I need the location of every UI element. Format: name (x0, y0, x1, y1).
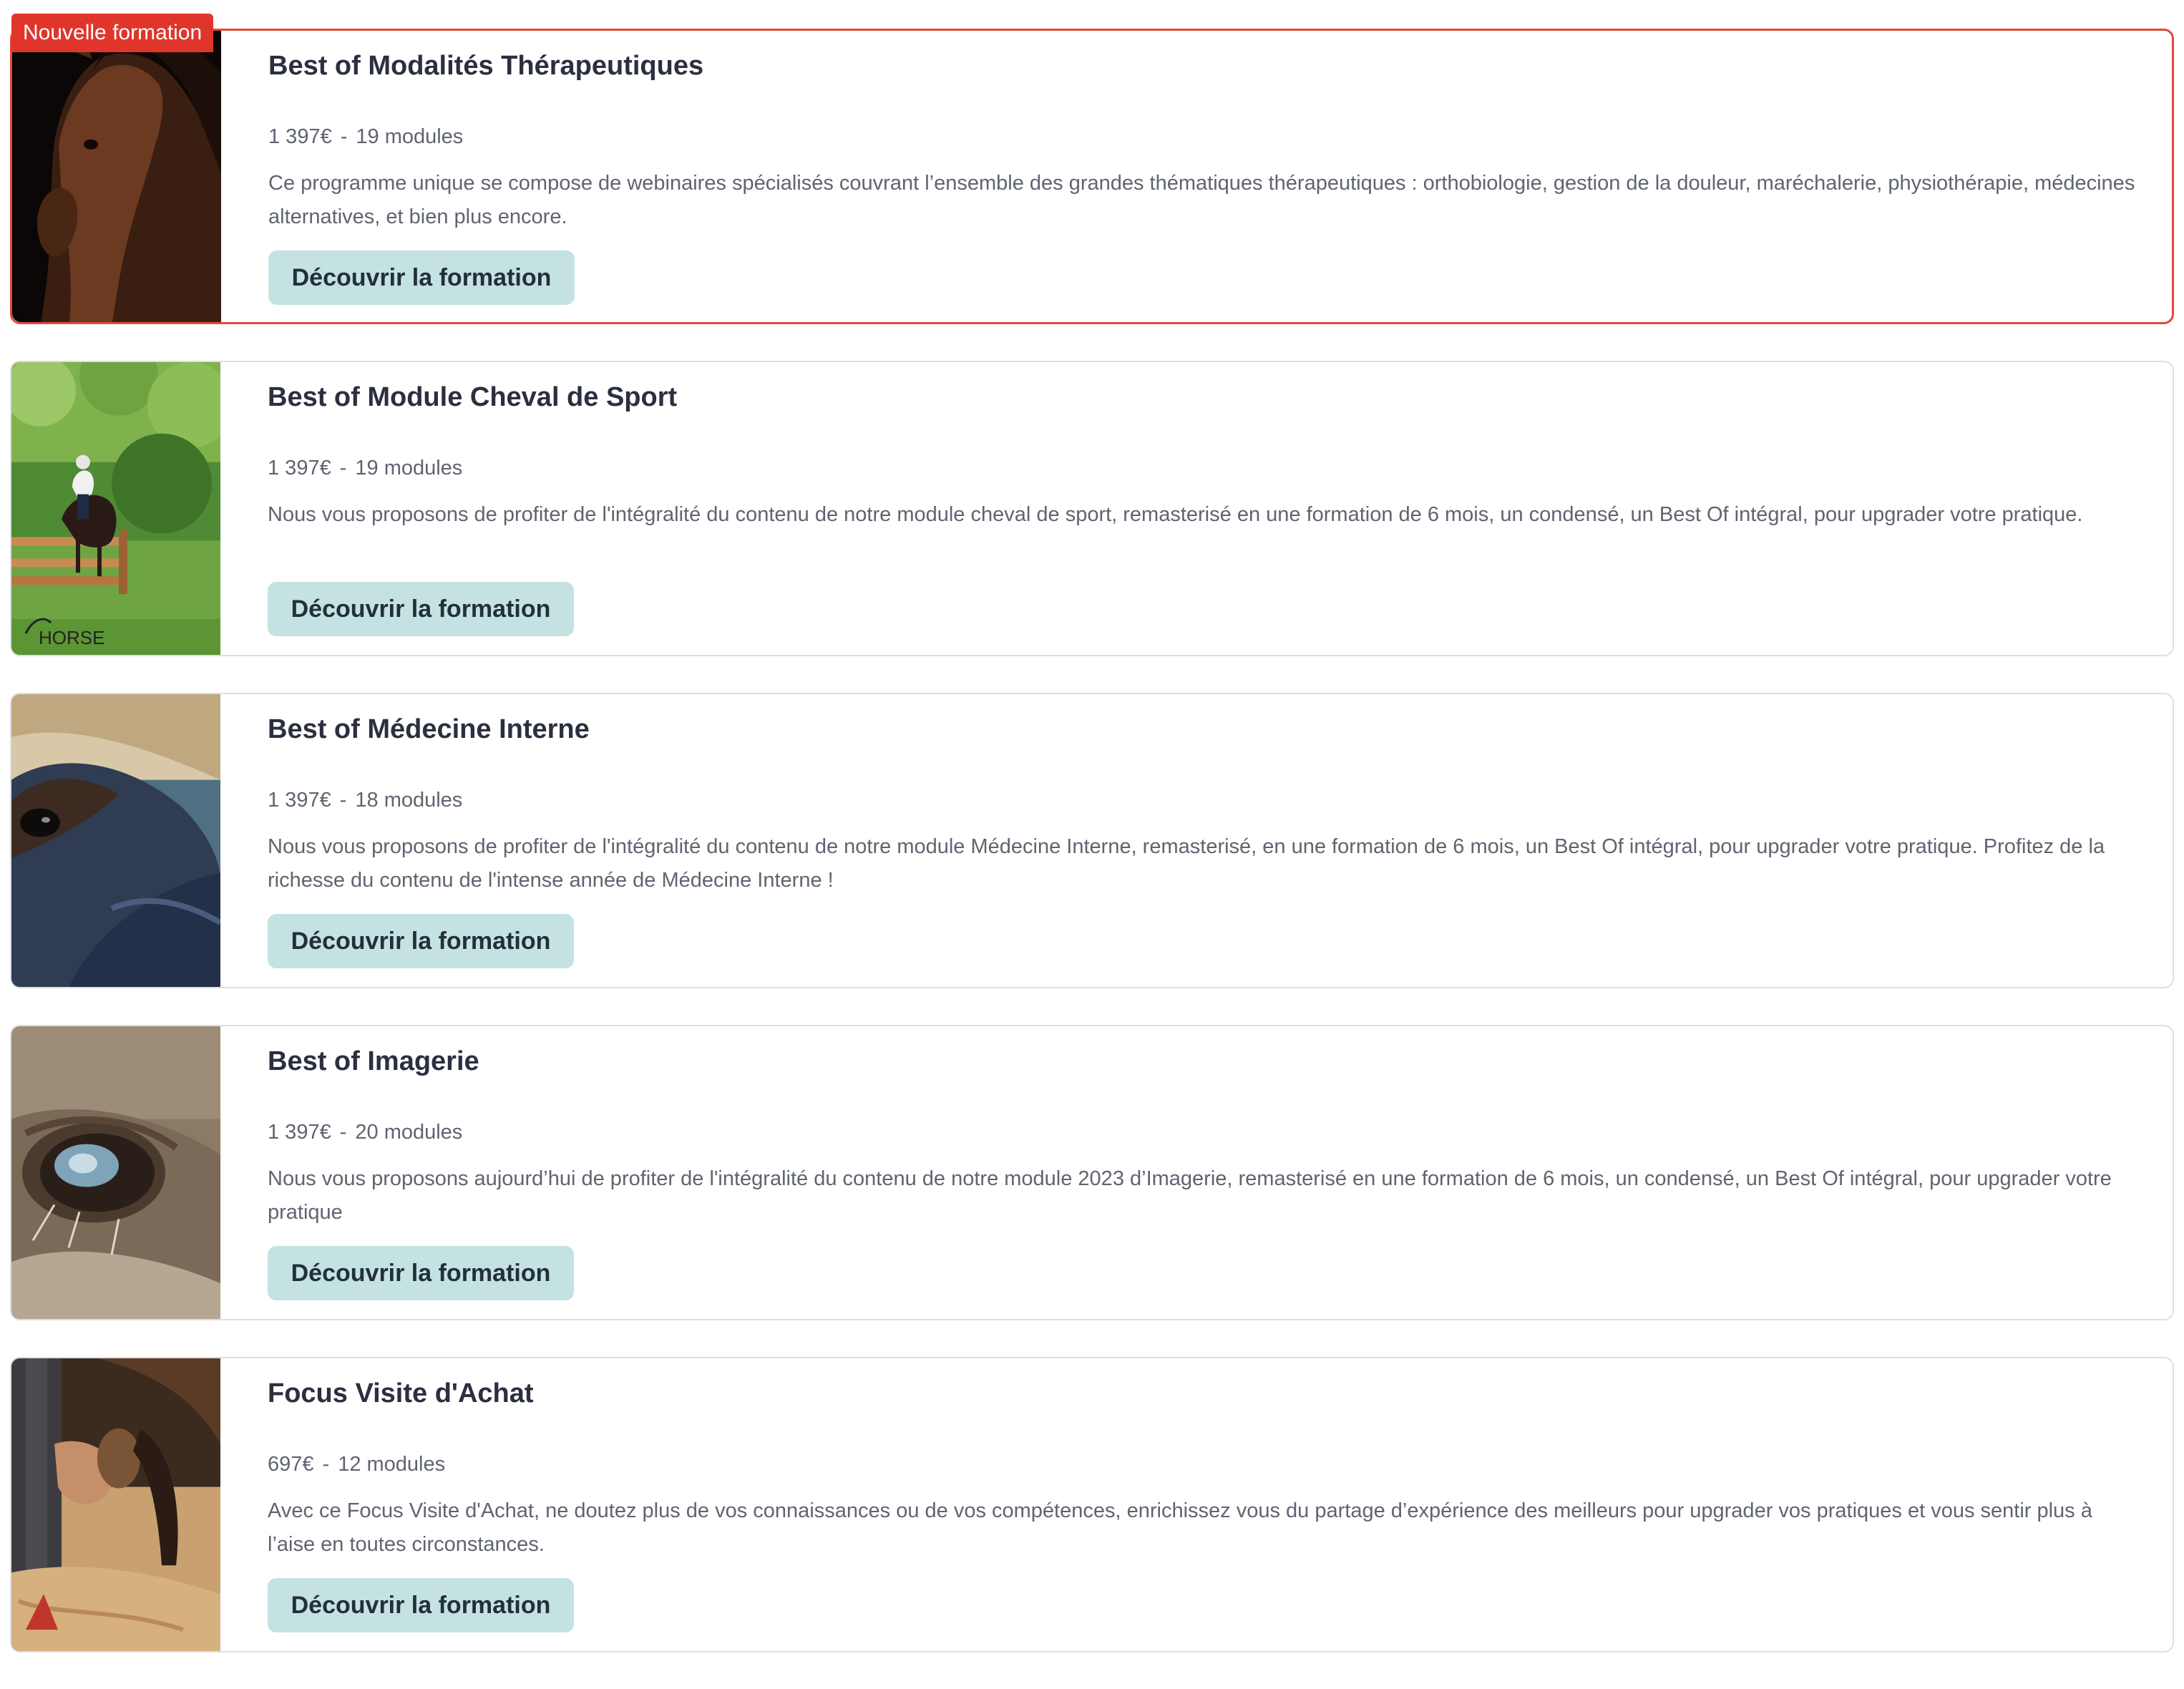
course-meta (268, 125, 463, 149)
course-price: 697€ (268, 1453, 314, 1476)
course-thumbnail-show-jumping[interactable] (11, 362, 220, 655)
course-description: Nous vous proposons aujourd’hui de profiter de l'intégralité du contenu de notre module 2023 d’Imagerie, remasterisé en une formation de 6 mois, un condensé, un Best Of intégral, pour upgrader votre pratique (268, 1167, 2112, 1224)
course-price: 1 397€ (268, 457, 331, 480)
meta-separator: - (339, 1121, 347, 1144)
course-module-count: 12 modules (338, 1453, 446, 1476)
course-thumbnail-horse-eye[interactable] (11, 694, 220, 987)
meta-separator: - (340, 125, 348, 148)
course-description: Ce programme unique se compose de webinaires spécialisés couvrant l’ensemble des grandes thématiques thérapeutiques : orthobiologie, gestion de la douleur, maréchalerie, physiothérapie, médecines alternatives, et bien plus encore. (268, 172, 2135, 228)
svg-text:HORSE: HORSE (38, 627, 105, 649)
course-list (10, 21, 2174, 1689)
course-title[interactable]: Best of Modalités Thérapeutiques (268, 51, 704, 81)
discover-course-button[interactable]: Découvrir la formation (268, 1246, 574, 1300)
new-course-badge: Nouvelle formation (11, 14, 213, 52)
course-price: 1 397€ (268, 125, 332, 148)
course-module-count: 19 modules (355, 457, 463, 480)
discover-course-button[interactable]: Découvrir la formation (268, 250, 575, 305)
course-description: Nous vous proposons de profiter de l'intégralité du contenu de notre module cheval de sport, remasterisé en une formation de 6 mois, un condensé, un Best Of intégral, pour upgrader votre pratique. (268, 503, 2083, 526)
course-title[interactable]: Best of Module Cheval de Sport (268, 382, 678, 412)
course-title[interactable]: Focus Visite d'Achat (268, 1378, 534, 1408)
course-title[interactable]: Best of Imagerie (268, 1046, 479, 1076)
meta-separator: - (322, 1453, 330, 1476)
course-module-count: 20 modules (355, 1121, 463, 1144)
course-meta (268, 457, 462, 480)
course-card[interactable] (10, 361, 2174, 656)
course-meta (268, 789, 462, 812)
meta-separator: - (339, 789, 347, 812)
course-title[interactable]: Best of Médecine Interne (268, 714, 590, 744)
course-module-count: 19 modules (356, 125, 464, 148)
meta-separator: - (339, 457, 347, 480)
course-module-count: 18 modules (355, 789, 463, 812)
course-meta (268, 1121, 462, 1144)
discover-course-button[interactable]: Découvrir la formation (268, 914, 574, 968)
course-thumbnail-horse-eye-macro[interactable] (11, 1026, 220, 1319)
course-card[interactable] (10, 1357, 2174, 1653)
course-card[interactable] (10, 693, 2174, 988)
course-thumbnail-hoof-exam[interactable] (11, 1358, 220, 1651)
course-price: 1 397€ (268, 789, 331, 812)
discover-course-button[interactable]: Découvrir la formation (268, 1578, 574, 1632)
course-thumbnail-horse-portrait[interactable] (12, 31, 221, 322)
course-price: 1 397€ (268, 1121, 331, 1144)
discover-course-button[interactable]: Découvrir la formation (268, 582, 574, 636)
course-meta (268, 1453, 445, 1476)
course-description: Avec ce Focus Visite d'Achat, ne doutez plus de vos connaissances ou de vos compétences, enrichissez vous du partage d’expérience des meilleurs pour upgrader vos pratiques et vous sentir plus à l’aise en toutes circonstances. (268, 1499, 2092, 1556)
course-card[interactable] (10, 21, 2174, 324)
course-description: Nous vous proposons de profiter de l'intégralité du contenu de notre module Médecine Interne, remasterisé, en une formation de 6 mois, un Best Of intégral, pour upgrader votre pratique. Profitez de la richesse du contenu de l'intense année de Médecine Interne ! (268, 835, 2105, 892)
course-card[interactable] (10, 1025, 2174, 1320)
